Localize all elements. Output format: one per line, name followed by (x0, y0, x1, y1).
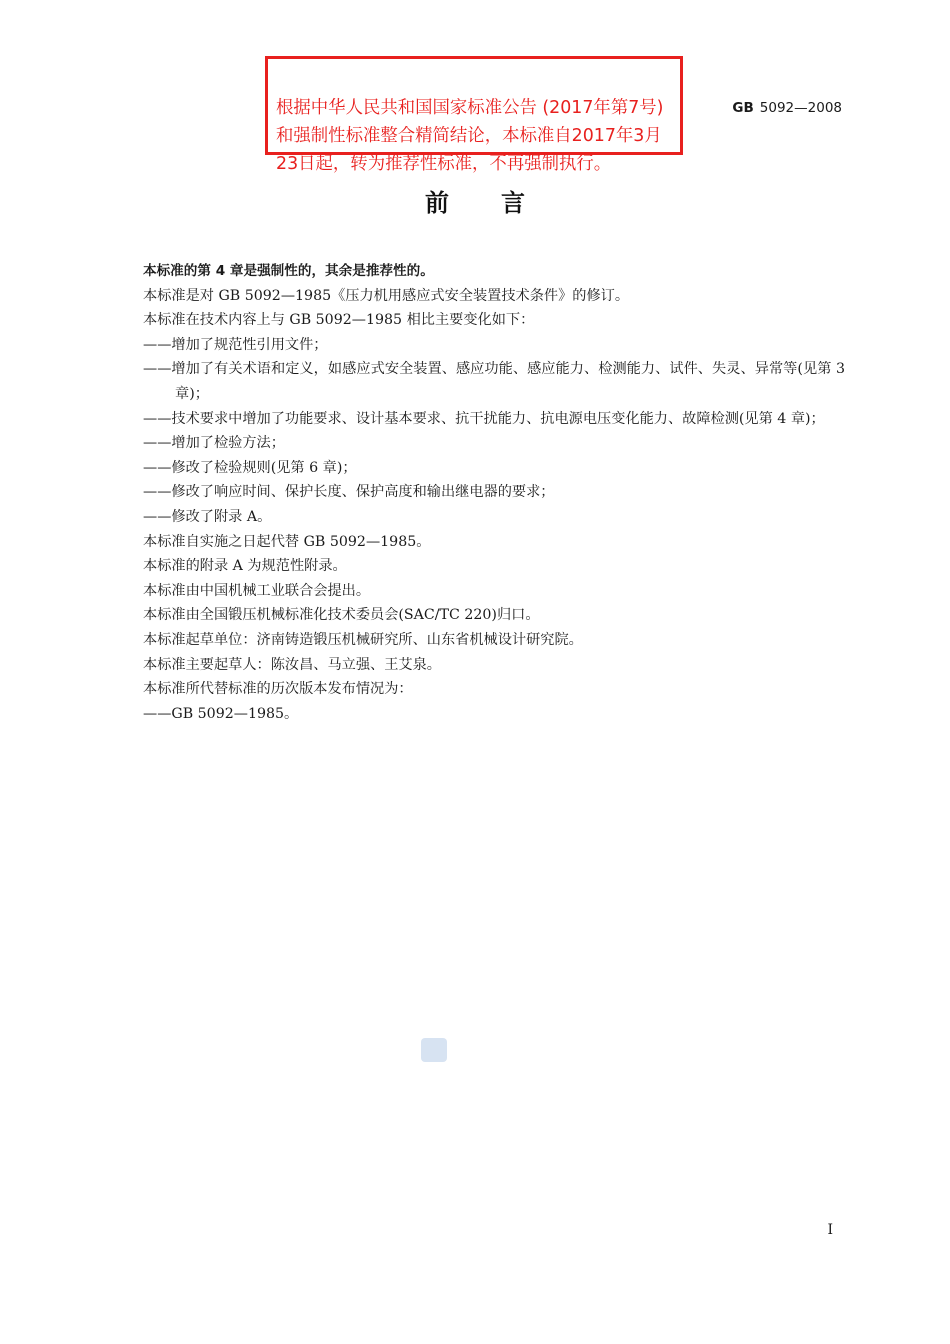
change-item (143, 407, 845, 432)
dash-marker: —— (143, 705, 172, 722)
paragraph: 本标准的附录 A 为规范性附录。 (143, 558, 347, 575)
dash-marker: —— (143, 361, 172, 378)
change-text: 修改了响应时间、保护长度、保护高度和输出继电器的要求； (171, 484, 555, 501)
change-text: 增加了检验方法； (171, 435, 285, 452)
lead-paragraph: 本标准的第 4 章是强制性的，其余是推荐性的。 (143, 263, 434, 279)
paragraph: 本标准由中国机械工业联合会提出。 (143, 582, 371, 599)
history-text: GB 5092—1985。 (171, 705, 299, 722)
dash-marker: —— (143, 459, 172, 476)
change-item (143, 456, 845, 481)
standard-code (732, 100, 842, 116)
notice-text: 根据中华人民共和国国家标准公告 (2017年第7号) 和强制性标准整合精简结论，本标准自2017年3月23日起，转为推荐性标准，不再强制执行。 (276, 98, 664, 174)
dash-marker: —— (143, 484, 172, 501)
change-item (143, 480, 845, 505)
history-item (143, 702, 845, 727)
dash-marker: —— (143, 435, 172, 452)
change-item (143, 333, 845, 358)
standard-prefix: GB (732, 100, 754, 116)
change-item (143, 431, 845, 456)
paragraph: 本标准是对 GB 5092—1985《压力机用感应式安全装置技术条件》的修订。 (143, 287, 630, 304)
change-text: 增加了规范性引用文件； (171, 336, 328, 353)
paragraph: 本标准由全国锻压机械标准化技术委员会(SAC/TC 220)归口。 (143, 607, 540, 624)
change-text: 技术要求中增加了功能要求、设计基本要求、抗干扰能力、抗电源电压变化能力、故障检测(见第 4 章)； (171, 410, 825, 427)
paragraph: 本标准起草单位：济南铸造锻压机械研究所、山东省机械设计研究院。 (143, 631, 583, 648)
paragraph: 本标准自实施之日起代替 GB 5092—1985。 (143, 533, 431, 550)
page-title: 前言 (425, 189, 577, 217)
dash-marker: —— (143, 336, 172, 353)
paragraph: 本标准在技术内容上与 GB 5092—1985 相比主要变化如下： (143, 312, 535, 329)
paragraph: 本标准所代替标准的历次版本发布情况为： (143, 681, 413, 698)
dash-marker: —— (143, 508, 172, 525)
change-text: 增加了有关术语和定义，如感应式安全装置、感应功能、感应能力、检测能力、试件、失灵、异常等(见第 3 章)； (171, 361, 845, 402)
page-number: I (827, 1222, 833, 1238)
paragraph: 本标准主要起草人：陈汝昌、马立强、王艾泉。 (143, 656, 441, 673)
notice-box (265, 56, 683, 174)
foreword-body (143, 259, 845, 726)
change-item (143, 357, 845, 406)
standard-number: 5092—2008 (759, 100, 842, 116)
sac-logo-watermark (421, 1038, 447, 1062)
change-text: 修改了检验规则(见第 6 章)； (171, 459, 357, 476)
change-item (143, 505, 845, 530)
dash-marker: —— (143, 410, 172, 427)
change-text: 修改了附录 A。 (171, 508, 272, 525)
